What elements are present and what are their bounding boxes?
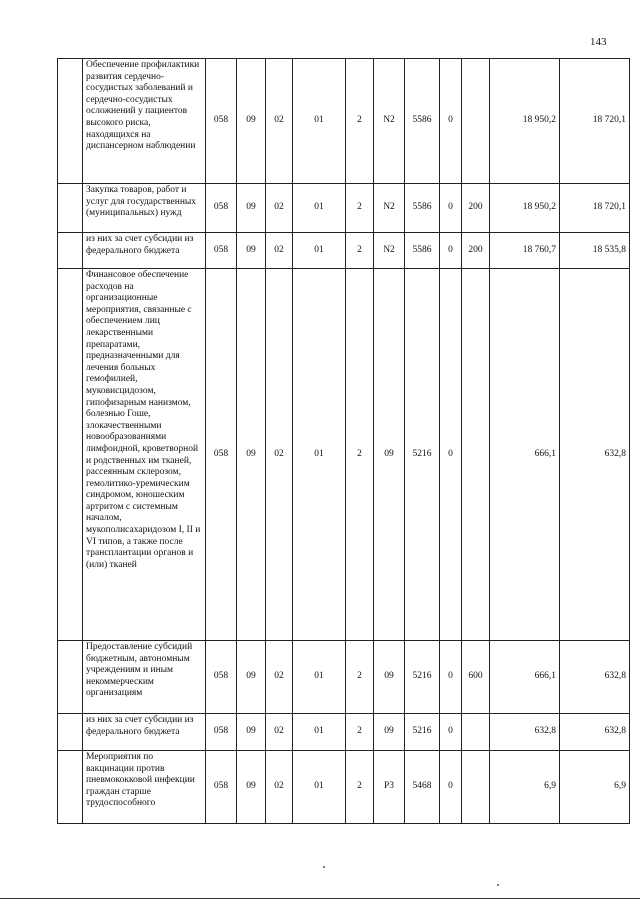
code-cell: 5586 bbox=[405, 233, 440, 269]
amount-1: 6,9 bbox=[490, 751, 560, 824]
code-cell: 058 bbox=[206, 269, 237, 641]
code-cell: 09 bbox=[237, 59, 266, 184]
code-cell: 058 bbox=[206, 233, 237, 269]
code-cell: N2 bbox=[374, 184, 405, 233]
code-cell: 02 bbox=[266, 184, 293, 233]
amount-1: 18 950,2 bbox=[490, 59, 560, 184]
table-cell-blank bbox=[58, 184, 83, 233]
code-cell: 09 bbox=[374, 269, 405, 641]
code-cell: 01 bbox=[293, 714, 346, 751]
code-cell: 0 bbox=[440, 641, 462, 714]
row-name: Финансовое обеспечение расходов на организационные мероприятия, связанные с обеспечением лиц лекарственными препаратами, предназначенными для лечения больных гемофилией, муковисцидозом, гипофизарным нанизмом, болезнью Гоше, злокачественными новообразованиями лимфоидной, кроветворной и родственных им тканей, рассеянным склерозом, гемолитико-уремическим синдромом, юношеским артритом с системным началом, мукополисахаридозом I, II и VI типов, а также после трансплантации органов и (или) тканей bbox=[83, 269, 206, 641]
table-row bbox=[58, 184, 630, 233]
table-row bbox=[58, 269, 630, 641]
amount-2: 18 720,1 bbox=[560, 59, 630, 184]
code-cell: 09 bbox=[374, 641, 405, 714]
code-cell: 2 bbox=[346, 269, 374, 641]
code-cell: 01 bbox=[293, 184, 346, 233]
code-cell: 0 bbox=[440, 59, 462, 184]
row-name: Предоставление субсидий бюджетным, автономным учреждениям и иным некоммерческим организациям bbox=[83, 641, 206, 714]
amount-1: 18 950,2 bbox=[490, 184, 560, 233]
code-cell: N2 bbox=[374, 233, 405, 269]
row-name: из них за счет субсидии из федерального бюджета bbox=[83, 233, 206, 269]
code-cell: 02 bbox=[266, 269, 293, 641]
amount-2: 6,9 bbox=[560, 751, 630, 824]
code-cell: 5216 bbox=[405, 641, 440, 714]
code-cell: 09 bbox=[374, 714, 405, 751]
code-cell bbox=[462, 269, 490, 641]
table-row bbox=[58, 751, 630, 824]
code-cell: 0 bbox=[440, 233, 462, 269]
amount-2: 18 535,8 bbox=[560, 233, 630, 269]
code-cell: 200 bbox=[462, 233, 490, 269]
table-cell-blank bbox=[58, 233, 83, 269]
amount-2: 632,8 bbox=[560, 641, 630, 714]
code-cell: 2 bbox=[346, 233, 374, 269]
code-cell: 09 bbox=[237, 269, 266, 641]
code-cell: 01 bbox=[293, 233, 346, 269]
code-cell: N2 bbox=[374, 59, 405, 184]
amount-1: 666,1 bbox=[490, 269, 560, 641]
code-cell: 5468 bbox=[405, 751, 440, 824]
code-cell: 5586 bbox=[405, 59, 440, 184]
code-cell: 0 bbox=[440, 714, 462, 751]
amount-2: 18 720,1 bbox=[560, 184, 630, 233]
code-cell bbox=[462, 751, 490, 824]
table-cell-blank bbox=[58, 714, 83, 751]
code-cell: 5586 bbox=[405, 184, 440, 233]
code-cell: 058 bbox=[206, 184, 237, 233]
amount-1: 632,8 bbox=[490, 714, 560, 751]
scan-speck bbox=[323, 866, 325, 868]
code-cell: 09 bbox=[237, 641, 266, 714]
code-cell: 058 bbox=[206, 641, 237, 714]
table-row bbox=[58, 714, 630, 751]
row-name: Обеспечение профилактики развития сердечно-сосудистых заболеваний и сердечно-сосудистых осложнений у пациентов высокого риска, находящихся на диспансерном наблюдении bbox=[83, 59, 206, 184]
code-cell: 2 bbox=[346, 714, 374, 751]
code-cell: 0 bbox=[440, 751, 462, 824]
amount-1: 666,1 bbox=[490, 641, 560, 714]
code-cell bbox=[462, 714, 490, 751]
table-row bbox=[58, 59, 630, 184]
amount-2: 632,8 bbox=[560, 714, 630, 751]
page-bottom-rule bbox=[0, 898, 640, 899]
table-row bbox=[58, 641, 630, 714]
table-cell-blank bbox=[58, 751, 83, 824]
code-cell: 2 bbox=[346, 59, 374, 184]
budget-table bbox=[57, 58, 630, 824]
scan-speck bbox=[497, 884, 499, 886]
code-cell bbox=[462, 59, 490, 184]
code-cell: 058 bbox=[206, 751, 237, 824]
code-cell: 01 bbox=[293, 59, 346, 184]
code-cell: 09 bbox=[237, 184, 266, 233]
code-cell: 2 bbox=[346, 641, 374, 714]
code-cell: 5216 bbox=[405, 714, 440, 751]
code-cell: 09 bbox=[237, 233, 266, 269]
code-cell: 02 bbox=[266, 233, 293, 269]
code-cell: 09 bbox=[237, 714, 266, 751]
code-cell: 058 bbox=[206, 59, 237, 184]
code-cell: 02 bbox=[266, 641, 293, 714]
code-cell: 2 bbox=[346, 751, 374, 824]
table-row bbox=[58, 233, 630, 269]
code-cell: 02 bbox=[266, 59, 293, 184]
code-cell: 5216 bbox=[405, 269, 440, 641]
code-cell: 058 bbox=[206, 714, 237, 751]
code-cell: 200 bbox=[462, 184, 490, 233]
row-name: из них за счет субсидии из федерального бюджета bbox=[83, 714, 206, 751]
table-cell-blank bbox=[58, 269, 83, 641]
code-cell: 01 bbox=[293, 641, 346, 714]
code-cell: 09 bbox=[237, 751, 266, 824]
row-name: Закупка товаров, работ и услуг для государственных (муниципальных) нужд bbox=[83, 184, 206, 233]
row-name: Мероприятия по вакцинации против пневмококковой инфекции граждан старше трудоспособного bbox=[83, 751, 206, 824]
table-cell-blank bbox=[58, 641, 83, 714]
code-cell: 02 bbox=[266, 714, 293, 751]
amount-1: 18 760,7 bbox=[490, 233, 560, 269]
amount-2: 632,8 bbox=[560, 269, 630, 641]
table-cell-blank bbox=[58, 59, 83, 184]
code-cell: 01 bbox=[293, 751, 346, 824]
code-cell: 02 bbox=[266, 751, 293, 824]
code-cell: 0 bbox=[440, 269, 462, 641]
page-number: 143 bbox=[590, 36, 607, 48]
code-cell: 600 bbox=[462, 641, 490, 714]
code-cell: 01 bbox=[293, 269, 346, 641]
code-cell: 0 bbox=[440, 184, 462, 233]
code-cell: P3 bbox=[374, 751, 405, 824]
code-cell: 2 bbox=[346, 184, 374, 233]
